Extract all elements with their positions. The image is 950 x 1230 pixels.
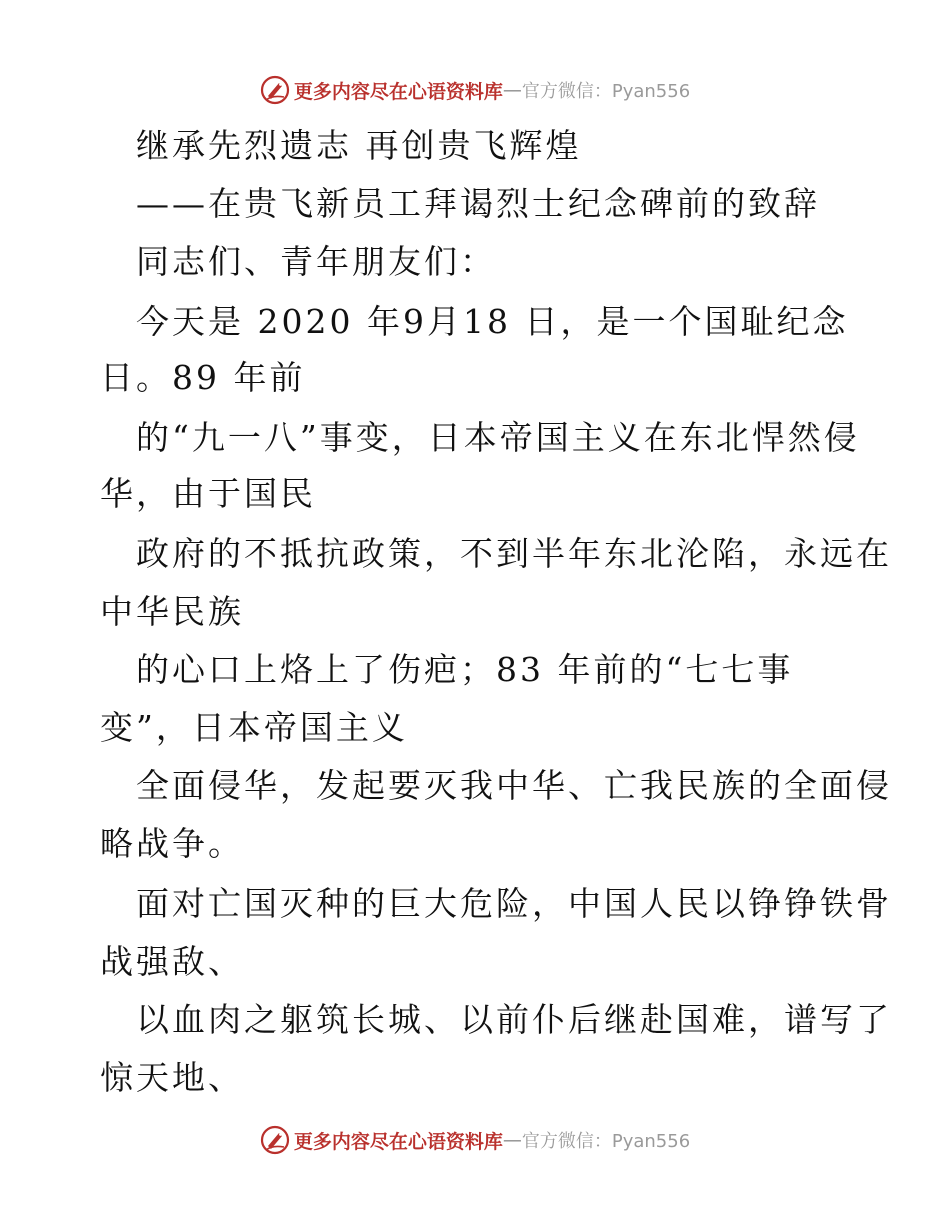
footer-site-text: 更多内容尽在心语资料库 (293, 1130, 503, 1153)
footer-watermark-banner (0, 1122, 950, 1158)
body-line: 今天是 2020 年9月18 日，是一个国耻纪念 (136, 302, 849, 341)
body-line: 变”，日本帝国主义 (100, 708, 408, 747)
header-site-text: 更多内容尽在心语资料库 (293, 80, 503, 103)
body-line: 以血肉之躯筑长城、以前仆后继赴国难，谱写了 (136, 1000, 892, 1039)
footer-separator: — (502, 1129, 522, 1151)
document-title: 继承先烈遗志 再创贵飞辉煌 (136, 126, 582, 165)
body-line: 中华民族 (100, 592, 244, 631)
body-line: 战强敌、 (100, 942, 244, 981)
body-line: 全面侵华，发起要灭我中华、亡我民族的全面侵 (136, 766, 892, 805)
header-separator: — (502, 79, 522, 101)
body-line: 的“九一八”事变，日本帝国主义在东北悍然侵 (136, 418, 860, 457)
body-line: 同志们、青年朋友们： (136, 242, 496, 281)
header-watermark-banner (0, 72, 950, 108)
body-line: 略战争。 (100, 824, 244, 863)
header-wechat-text: 官方微信：Pyan556 (521, 81, 691, 102)
body-line: 面对亡国灭种的巨大危险，中国人民以铮铮铁骨 (136, 884, 892, 923)
document-subtitle: ——在贵飞新员工拜谒烈士纪念碑前的致辞 (136, 184, 820, 223)
body-line: 政府的不抵抗政策，不到半年东北沦陷，永远在 (136, 534, 892, 573)
body-line: 华，由于国民 (100, 474, 316, 513)
body-line: 的心口上烙上了伤疤；83 年前的“七七事 (136, 650, 794, 689)
body-line: 日。89 年前 (100, 358, 306, 397)
body-line: 惊天地、 (100, 1058, 244, 1097)
pen-nib-logo-icon (260, 1125, 290, 1155)
pen-nib-logo-icon (260, 75, 290, 105)
footer-wechat-text: 官方微信：Pyan556 (521, 1131, 691, 1152)
